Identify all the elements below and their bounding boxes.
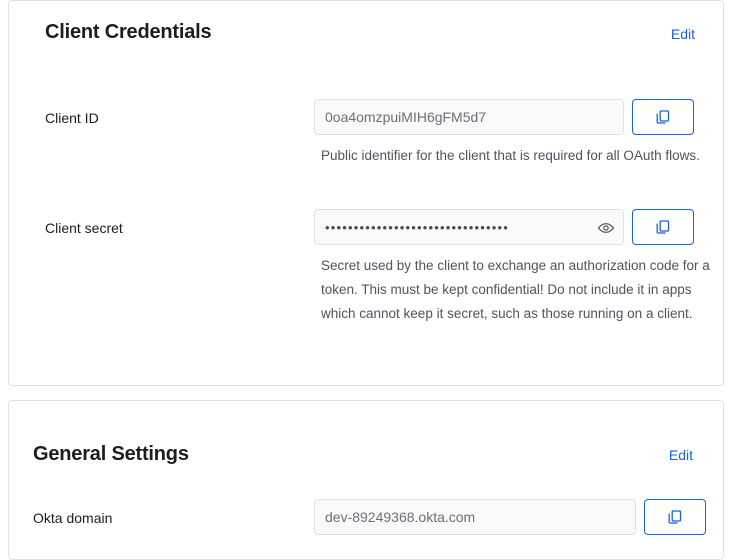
client-id-label: Client ID: [45, 110, 99, 126]
copy-icon: [655, 219, 671, 235]
general-settings-header: [9, 401, 723, 465]
edit-client-credentials-link[interactable]: Edit: [670, 26, 695, 42]
copy-client-id-button[interactable]: [632, 99, 694, 135]
copy-icon: [655, 109, 671, 125]
client-secret-help-text: Secret used by the client to exchange an authorization code for a token. This must be kept confidential! Do not include it in apps which cannot keep it secret, such as those running on a client.: [321, 258, 710, 321]
client-id-control: [314, 99, 694, 135]
client-secret-label: Client secret: [45, 220, 123, 236]
eye-icon[interactable]: [597, 219, 615, 237]
general-settings-card: [8, 400, 724, 560]
client-id-input[interactable]: 0oa4omzpuiMIH6gFM5d7: [314, 99, 624, 135]
okta-domain-control: [314, 499, 706, 535]
client-secret-control: [314, 209, 694, 245]
copy-client-secret-button[interactable]: [632, 209, 694, 245]
copy-icon: [667, 509, 683, 525]
general-settings-title: General Settings: [33, 443, 189, 465]
okta-domain-input[interactable]: dev-89249368.okta.com: [314, 499, 636, 535]
okta-domain-label: Okta domain: [33, 510, 113, 526]
copy-okta-domain-button[interactable]: [644, 499, 706, 535]
page-title: Client Credentials: [45, 21, 212, 43]
client-secret-input[interactable]: [314, 209, 624, 245]
client-id-help-text: Public identifier for the client that is required for all OAuth flows.: [321, 148, 700, 163]
edit-general-settings-link[interactable]: Edit: [668, 447, 693, 463]
client-credentials-card: [8, 0, 724, 386]
client-credentials-header: [9, 1, 723, 61]
client-secret-masked-value: ••••••••••••••••••••••••••••••••: [325, 220, 510, 236]
